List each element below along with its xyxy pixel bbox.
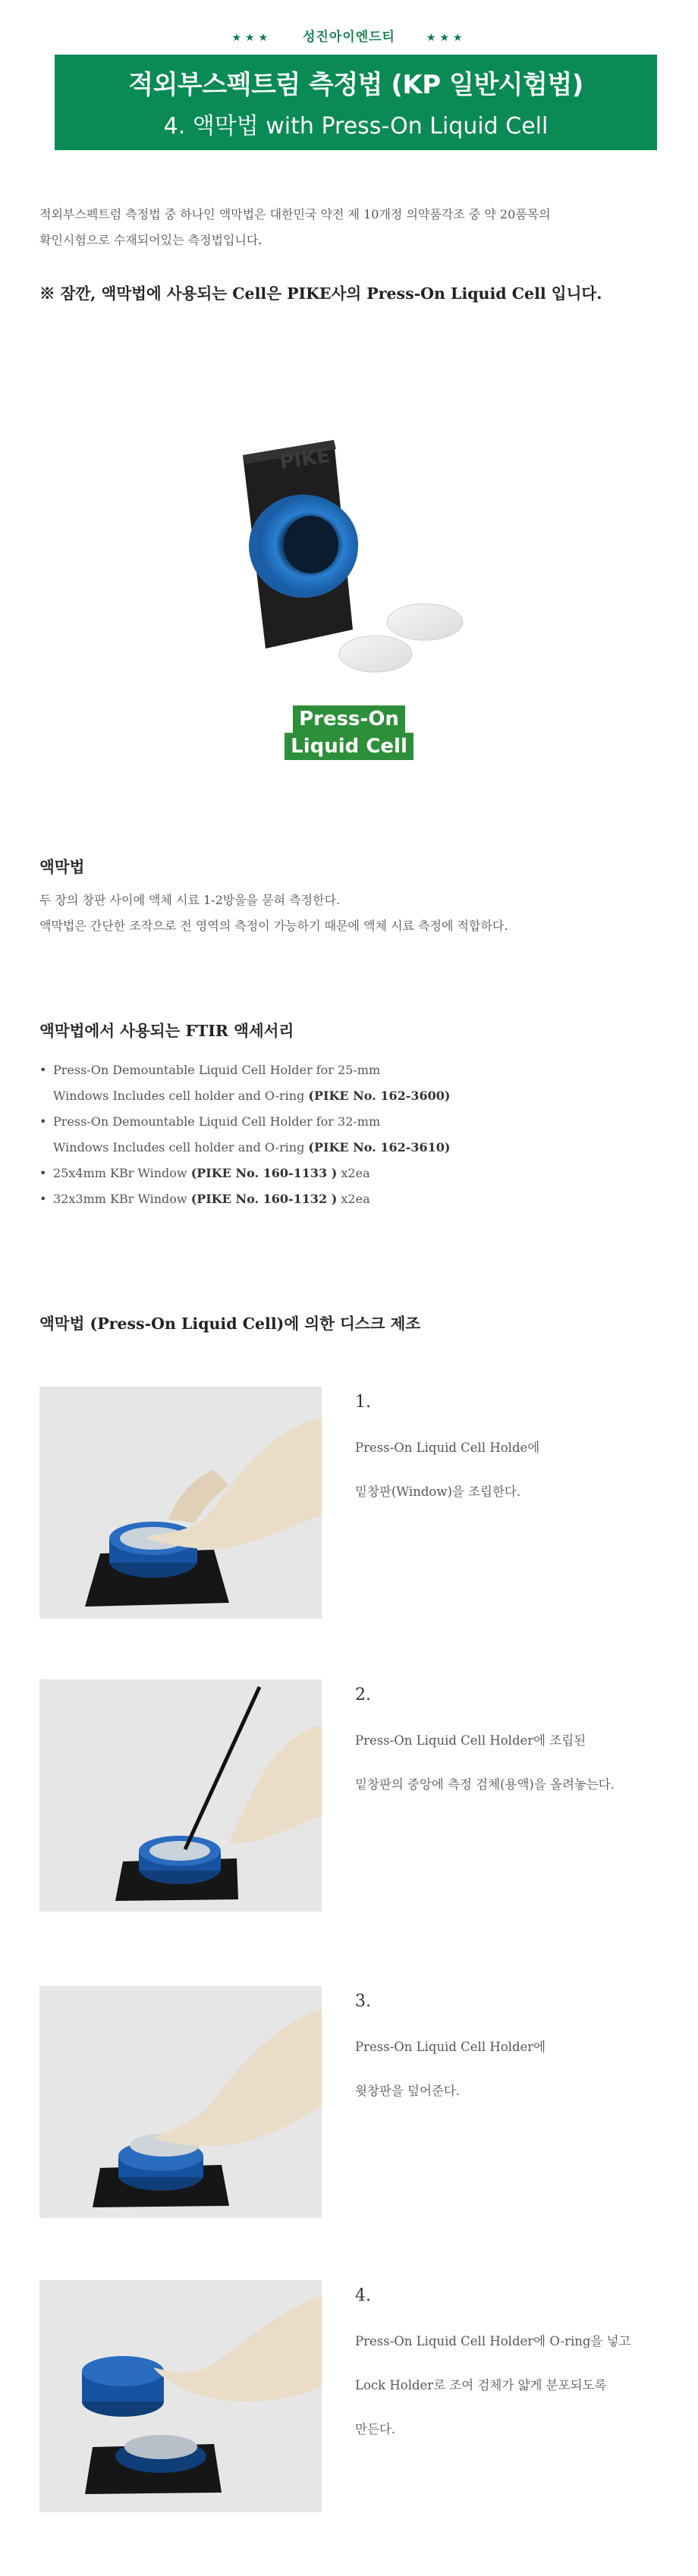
brand-line	[0, 26, 698, 45]
step-4-photo	[39, 2280, 322, 2512]
step-4-text: Press-On Liquid Cell Holder에 O-ring을 넣고 Lock Holder로 조여 검체가 얇게 분포되도록 만든다.	[355, 2334, 631, 2436]
step-3-photo	[39, 1986, 322, 2218]
intro-line-2: 확인시험으로 수재되어있는 측정법입니다.	[39, 233, 263, 247]
brand-name: 성진아이엔드티	[303, 30, 395, 45]
step-3-number: 3.	[355, 1992, 371, 2011]
page-subtitle: 4. 액막법 with Press-On Liquid Cell	[163, 113, 549, 140]
intro-paragraph	[39, 202, 662, 253]
procedure-heading: 액막법 (Press-On Liquid Cell)에 의한 디스크 제조	[39, 1315, 421, 1333]
method-paragraph	[39, 887, 669, 939]
page-title: 적외부스펙트럼 측정법 (KP 일반시험법)	[128, 70, 583, 100]
accessories-heading: 액막법에서 사용되는 FTIR 액세서리	[39, 1022, 294, 1040]
title-banner	[55, 55, 657, 150]
accessories-list	[39, 1057, 669, 1212]
step-2-photo	[39, 1679, 322, 1912]
stars-right-icon: ★★★	[426, 32, 467, 44]
method-line-1: 두 장의 창판 사이에 액체 시료 1-2방울을 묻혀 측정한다.	[39, 893, 341, 907]
plate-logo: PIKE	[278, 444, 332, 474]
hero-label-2: Liquid Cell	[0, 733, 698, 760]
intro-line-1: 적외부스펙트럼 측정법 중 하나인 액막법은 대한민국 약전 제 10개정 의약품각조 중 약 20품목의	[39, 207, 551, 221]
step-1-number: 1.	[355, 1393, 371, 1412]
stars-left-icon: ★★★	[231, 32, 272, 44]
list-item: • Press-On Demountable Liquid Cell Holder for 25-mm Windows Includes cell holder and O-ring (PIKE No. 162-3600)	[39, 1057, 669, 1109]
hero-label-1: Press-On	[0, 705, 698, 733]
method-line-2: 액막법은 간단한 조작으로 전 영역의 측정이 가능하기 때문에 액체 시료 측정에 적합하다.	[39, 919, 508, 933]
step-1-text: Press-On Liquid Cell Holde에 밑창판(Window)을 조립한다.	[355, 1440, 540, 1499]
method-heading: 액막법	[39, 858, 85, 876]
step-2-number: 2.	[355, 1685, 371, 1704]
step-1-photo	[39, 1387, 322, 1619]
list-item: • 25x4mm KBr Window (PIKE No. 160-1133 ) x2ea	[39, 1161, 669, 1186]
liquid-cell-product-image	[220, 440, 478, 690]
list-item: • Press-On Demountable Liquid Cell Holder for 32-mm Windows Includes cell holder and O-ring (PIKE No. 162-3610)	[39, 1109, 669, 1161]
step-2-text: Press-On Liquid Cell Holder에 조립된 밑창판의 중앙에 측정 검체(용액)을 올려놓는다.	[355, 1733, 615, 1792]
step-3-text: Press-On Liquid Cell Holder에 윗창판을 덮어준다.	[355, 2040, 546, 2098]
step-4-number: 4.	[355, 2286, 371, 2305]
cell-note: ※ 잠깐, 액막법에 사용되는 Cell은 PIKE사의 Press-On Liquid Cell 입니다.	[39, 284, 602, 303]
list-item: • 32x3mm KBr Window (PIKE No. 160-1132 ) x2ea	[39, 1186, 669, 1212]
